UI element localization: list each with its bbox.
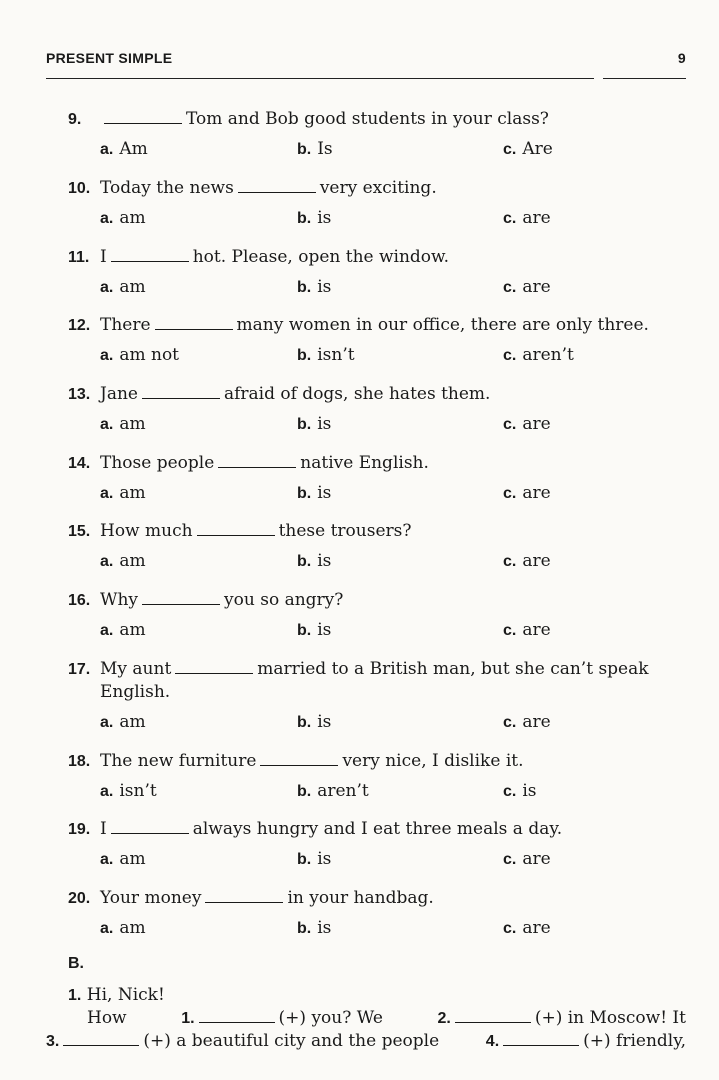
- dialogue-text: How: [87, 1008, 127, 1028]
- answer-blank[interactable]: [142, 397, 220, 399]
- option-letter: a.: [100, 920, 114, 937]
- question-number: 14.: [68, 455, 91, 472]
- option-letter: b.: [297, 279, 312, 296]
- question-number: 16.: [68, 592, 91, 609]
- option-letter: a.: [100, 279, 114, 296]
- option-text: is: [317, 483, 332, 503]
- question-number: 17.: [68, 661, 91, 678]
- option-c[interactable]: [503, 345, 574, 365]
- option-letter: c.: [503, 783, 517, 800]
- header-rule: [46, 78, 594, 79]
- blank-number: 1.: [181, 1010, 195, 1027]
- stem-after: very exciting.: [319, 178, 437, 198]
- option-text: are: [522, 620, 551, 640]
- option-letter: a.: [100, 851, 114, 868]
- option-c[interactable]: [503, 620, 551, 640]
- blank-number: 3.: [46, 1033, 60, 1050]
- option-text: is: [317, 277, 332, 297]
- dialogue-text: (+) in Moscow! It: [534, 1008, 686, 1028]
- option-text: is: [317, 849, 332, 869]
- dialogue-text: (+) a beautiful city and the people: [143, 1031, 440, 1051]
- question-number: 12.: [68, 317, 91, 334]
- option-text: isn’t: [317, 345, 355, 365]
- stem-before: There: [100, 315, 151, 335]
- option-b[interactable]: [297, 483, 331, 503]
- option-letter: b.: [297, 416, 312, 433]
- option-c[interactable]: [503, 414, 551, 434]
- stem-after: native English.: [300, 453, 429, 473]
- question-number: 18.: [68, 753, 91, 770]
- question-stem: [100, 246, 690, 269]
- stem-after: you so angry?: [224, 590, 344, 610]
- option-text: am: [119, 208, 146, 228]
- option-letter: c.: [503, 141, 517, 158]
- option-a[interactable]: [100, 918, 146, 938]
- option-text: isn’t: [119, 781, 157, 801]
- option-letter: b.: [297, 553, 312, 570]
- option-letter: a.: [100, 622, 114, 639]
- option-c[interactable]: [503, 277, 551, 297]
- option-letter: a.: [100, 485, 114, 502]
- question-number: 15.: [68, 523, 91, 540]
- stem-before: I: [100, 247, 107, 267]
- option-text: are: [522, 277, 551, 297]
- option-b[interactable]: [297, 849, 331, 869]
- option-letter: c.: [503, 347, 517, 364]
- dialogue-text: (+) you? We: [278, 1008, 383, 1028]
- stem-before: I: [100, 819, 107, 839]
- answer-blank[interactable]: [205, 901, 283, 903]
- section-title: PRESENT SIMPLE: [46, 50, 173, 66]
- option-b[interactable]: [297, 551, 331, 571]
- option-letter: a.: [100, 783, 114, 800]
- option-letter: a.: [100, 210, 114, 227]
- option-letter: b.: [297, 210, 312, 227]
- question-number: 10.: [68, 180, 91, 197]
- stem-before: My aunt: [100, 659, 172, 679]
- answer-blank[interactable]: [63, 1044, 139, 1046]
- blank-number: 2.: [437, 1010, 451, 1027]
- option-letter: c.: [503, 851, 517, 868]
- option-c[interactable]: [503, 849, 551, 869]
- question-stem: [100, 520, 690, 543]
- stem-after: Tom and Bob good students in your class?: [186, 109, 549, 129]
- stem-after: very nice, I dislike it.: [342, 751, 524, 771]
- option-text: are: [522, 712, 551, 732]
- option-a[interactable]: [100, 139, 148, 159]
- option-letter: b.: [297, 141, 312, 158]
- option-letter: a.: [100, 553, 114, 570]
- section-b-label: B.: [68, 955, 84, 972]
- question-stem: [100, 314, 690, 337]
- option-text: am: [119, 277, 146, 297]
- option-c[interactable]: [503, 918, 551, 938]
- option-text: aren’t: [522, 345, 574, 365]
- option-text: are: [522, 414, 551, 434]
- option-text: is: [317, 620, 332, 640]
- question-stem: [100, 108, 690, 131]
- option-letter: c.: [503, 553, 517, 570]
- answer-blank[interactable]: [104, 122, 182, 124]
- question-stem: [100, 383, 690, 406]
- option-c[interactable]: [503, 551, 551, 571]
- option-a[interactable]: [100, 345, 179, 365]
- answer-blank[interactable]: [199, 1021, 275, 1023]
- answer-blank[interactable]: [455, 1021, 531, 1023]
- question-stem: [100, 658, 690, 704]
- question-number: 9.: [68, 111, 82, 128]
- answer-blank[interactable]: [218, 466, 296, 468]
- option-c[interactable]: [503, 712, 551, 732]
- stem-continuation: English.: [100, 682, 171, 702]
- option-text: are: [522, 551, 551, 571]
- option-b[interactable]: [297, 139, 333, 159]
- stem-after: many women in our office, there are only three.: [236, 315, 649, 335]
- page-header: [46, 50, 686, 68]
- option-a[interactable]: [100, 277, 146, 297]
- answer-blank[interactable]: [111, 260, 189, 262]
- option-b[interactable]: [297, 345, 355, 365]
- option-text: am: [119, 551, 146, 571]
- option-letter: a.: [100, 347, 114, 364]
- option-text: am: [119, 849, 146, 869]
- answer-blank[interactable]: [155, 328, 233, 330]
- question-stem: [100, 589, 690, 612]
- option-text: Am: [119, 139, 148, 159]
- option-letter: b.: [297, 851, 312, 868]
- answer-blank[interactable]: [260, 764, 338, 766]
- option-text: is: [317, 918, 332, 938]
- stem-before: Your money: [100, 888, 202, 908]
- answer-blank[interactable]: [197, 534, 275, 536]
- option-letter: a.: [100, 141, 114, 158]
- option-b[interactable]: [297, 918, 331, 938]
- question-number: 13.: [68, 386, 91, 403]
- option-text: am: [119, 483, 146, 503]
- dialogue-number: 1.: [68, 987, 82, 1004]
- option-text: is: [522, 781, 537, 801]
- option-letter: c.: [503, 714, 517, 731]
- option-letter: b.: [297, 714, 312, 731]
- option-letter: b.: [297, 783, 312, 800]
- option-text: is: [317, 712, 332, 732]
- dialogue-line-1: [68, 984, 165, 1007]
- option-a[interactable]: [100, 208, 146, 228]
- option-text: Is: [317, 139, 333, 159]
- option-text: are: [522, 849, 551, 869]
- answer-blank[interactable]: [238, 191, 316, 193]
- option-c[interactable]: [503, 483, 551, 503]
- option-a[interactable]: [100, 849, 146, 869]
- option-a[interactable]: [100, 551, 146, 571]
- option-letter: b.: [297, 920, 312, 937]
- option-text: are: [522, 208, 551, 228]
- option-letter: c.: [503, 920, 517, 937]
- option-a[interactable]: [100, 414, 146, 434]
- question-stem: [100, 452, 690, 475]
- stem-after: hot. Please, open the window.: [192, 247, 449, 267]
- option-letter: a.: [100, 416, 114, 433]
- stem-after: always hungry and I eat three meals a day.: [192, 819, 563, 839]
- option-c[interactable]: [503, 139, 553, 159]
- header-rule-short: [603, 78, 686, 79]
- dialogue-text: Hi, Nick!: [86, 985, 165, 1005]
- option-b[interactable]: [297, 414, 331, 434]
- option-text: am: [119, 918, 146, 938]
- question-number: 20.: [68, 890, 91, 907]
- answer-blank[interactable]: [503, 1044, 579, 1046]
- option-letter: b.: [297, 485, 312, 502]
- dialogue-line-2: [87, 1007, 686, 1030]
- option-b[interactable]: [297, 277, 331, 297]
- option-b[interactable]: [297, 620, 331, 640]
- option-text: Are: [522, 139, 553, 159]
- option-letter: c.: [503, 622, 517, 639]
- option-text: am: [119, 620, 146, 640]
- option-letter: b.: [297, 347, 312, 364]
- answer-blank[interactable]: [175, 672, 253, 674]
- option-text: are: [522, 918, 551, 938]
- option-b[interactable]: [297, 208, 331, 228]
- stem-after: these trousers?: [278, 521, 412, 541]
- option-text: am: [119, 712, 146, 732]
- option-letter: c.: [503, 279, 517, 296]
- option-text: am: [119, 414, 146, 434]
- stem-after: afraid of dogs, she hates them.: [223, 384, 491, 404]
- option-text: is: [317, 208, 332, 228]
- option-text: are: [522, 483, 551, 503]
- option-text: aren’t: [317, 781, 369, 801]
- option-letter: c.: [503, 210, 517, 227]
- stem-before: How much: [100, 521, 193, 541]
- question-number: 19.: [68, 821, 91, 838]
- page-number: 9: [677, 50, 686, 66]
- stem-before: Those people: [100, 453, 215, 473]
- question-stem: [100, 818, 690, 841]
- option-a[interactable]: [100, 781, 157, 801]
- option-text: is: [317, 551, 332, 571]
- option-text: am not: [119, 345, 180, 365]
- option-letter: c.: [503, 485, 517, 502]
- stem-before: Why: [100, 590, 139, 610]
- question-stem: [100, 750, 690, 773]
- blank-number: 4.: [485, 1033, 500, 1050]
- option-a[interactable]: [100, 483, 146, 503]
- option-c[interactable]: [503, 781, 537, 801]
- option-letter: c.: [503, 416, 517, 433]
- dialogue-text: (+) friendly,: [583, 1031, 686, 1051]
- option-b[interactable]: [297, 712, 331, 732]
- answer-blank[interactable]: [111, 832, 189, 834]
- option-a[interactable]: [100, 712, 146, 732]
- option-letter: a.: [100, 714, 114, 731]
- question-stem: [100, 887, 690, 910]
- answer-blank[interactable]: [142, 603, 220, 605]
- option-text: is: [317, 414, 332, 434]
- stem-before: Jane: [100, 384, 138, 404]
- stem-after: in your handbag.: [287, 888, 434, 908]
- option-letter: b.: [297, 622, 312, 639]
- option-c[interactable]: [503, 208, 551, 228]
- stem-before: Today the news: [100, 178, 234, 198]
- dialogue-line-3: [46, 1030, 686, 1053]
- stem-after: married to a British man, but she can’t speak: [257, 659, 649, 679]
- stem-before: The new furniture: [100, 751, 257, 771]
- question-stem: [100, 177, 690, 200]
- option-a[interactable]: [100, 620, 146, 640]
- option-b[interactable]: [297, 781, 369, 801]
- question-number: 11.: [68, 249, 90, 266]
